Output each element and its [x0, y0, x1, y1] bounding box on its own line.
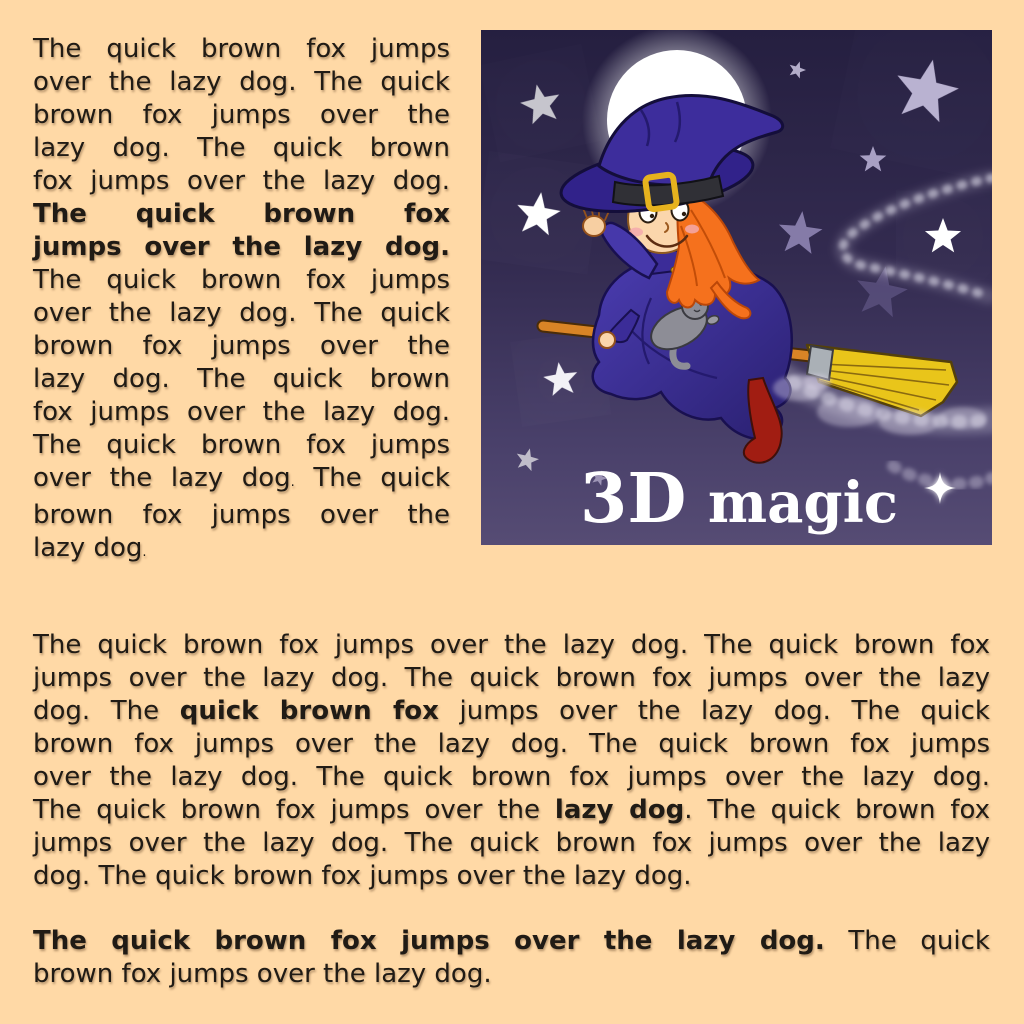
text-line: fox jumps over the lazy dog. [33, 166, 450, 196]
text-line: lazy dog. The quick brown [33, 133, 450, 163]
closing-paragraph [33, 925, 990, 991]
text-line: fox jumps over the lazy dog. [33, 397, 450, 427]
text-line: brown fox jumps over the lazy dog. [33, 959, 492, 989]
text-line: The quick brown fox jumps [33, 430, 450, 460]
text-line: The quick brown fox jumps over the lazy dog. The quick brown fox [33, 630, 990, 660]
intro-paragraph [33, 33, 450, 569]
text-line: over the lazy dog. The quick [33, 298, 450, 328]
text-line: lazy dog. [33, 533, 147, 563]
text-line: jumps over the lazy dog. [33, 232, 450, 262]
text-line: over the lazy dog. The quick [33, 67, 450, 97]
text-line: dog. The quick brown fox jumps over the lazy dog. [33, 861, 692, 891]
text-line: brown fox jumps over the [33, 500, 450, 530]
text-line: over the lazy dog. The quick brown fox jumps over the lazy dog. [33, 762, 990, 792]
text-line: The quick brown fox jumps over the lazy dog. The quick [33, 926, 990, 956]
body-paragraph [33, 629, 990, 893]
holding-hand [599, 332, 615, 348]
text-line: brown fox jumps over the lazy dog. The quick brown fox jumps [33, 729, 990, 759]
text-line: The quick brown fox jumps [33, 265, 450, 295]
witch-illustration-svg [481, 30, 992, 545]
text-line: lazy dog. The quick brown [33, 364, 450, 394]
text-line: The quick brown fox [33, 199, 450, 229]
text-line: jumps over the lazy dog. The quick brown fox jumps over the lazy [33, 663, 990, 693]
text-line: jumps over the lazy dog. The quick brown fox jumps over the lazy [33, 828, 990, 858]
text-line: The quick brown fox jumps [33, 34, 450, 64]
witch-illustration [481, 30, 992, 545]
text-line: dog. The quick brown fox jumps over the lazy dog. The quick [33, 696, 990, 726]
text-line: brown fox jumps over the [33, 100, 450, 130]
text-line: The quick brown fox jumps over the lazy dog. The quick brown fox [33, 795, 990, 825]
text-line: brown fox jumps over the [33, 331, 450, 361]
text-line: over the lazy dog. The quick [33, 463, 450, 493]
caption-text: 3D magic [580, 459, 898, 539]
